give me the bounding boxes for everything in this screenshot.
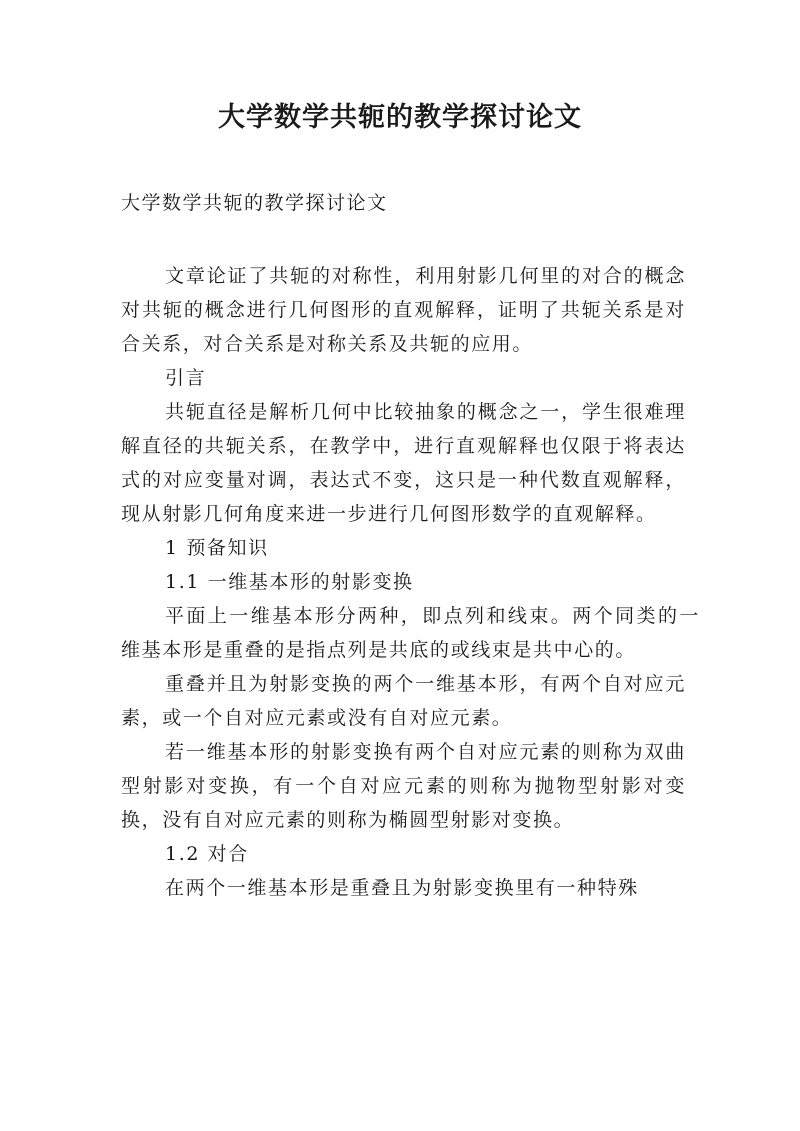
document-body <box>121 259 700 905</box>
intro-paragraph: 共轭直径是解析几何中比较抽象的概念之一，学生很难理解直径的共轭关系，在教学中，进行直观解释也仅限于将表达式的对应变量对调，表达式不变，这只是一种代数直观解释，现从射影几何角度来进一步进行几何图形数学的直观解释。 <box>121 401 686 525</box>
document-subtitle: 大学数学共轭的教学探讨论文 <box>121 192 388 214</box>
section-1-1-heading: 1.1 一维基本形的射影变换 <box>165 571 414 593</box>
body-paragraph: 若一维基本形的射影变换有两个自对应元素的则称为双曲型射影对变换，有一个自对应元素的则称为抛物型射影对变换，没有自对应元素的则称为椭圆型射影对变换。 <box>121 741 686 831</box>
document-title: 大学数学共轭的教学探讨论文 <box>218 102 582 133</box>
body-paragraph: 在两个一维基本形是重叠且为射影变换里有一种特殊 <box>165 877 639 899</box>
body-paragraph: 重叠并且为射影变换的两个一维基本形，有两个自对应元素，或一个自对应元素或没有自对应元素。 <box>121 673 686 729</box>
abstract-paragraph: 文章论证了共轭的对称性，利用射影几何里的对合的概念对共轭的概念进行几何图形的直观解释，证明了共轭关系是对合关系，对合关系是对称关系及共轭的应用。 <box>121 265 686 355</box>
intro-heading: 引言 <box>165 367 207 389</box>
section-1-heading: 1 预备知识 <box>165 537 269 559</box>
body-paragraph: 平面上一维基本形分两种，即点列和线束。两个同类的一维基本形是重叠的是指点列是共底的或线束是共中心的。 <box>121 605 700 661</box>
section-1-2-heading: 1.2 对合 <box>165 843 249 865</box>
